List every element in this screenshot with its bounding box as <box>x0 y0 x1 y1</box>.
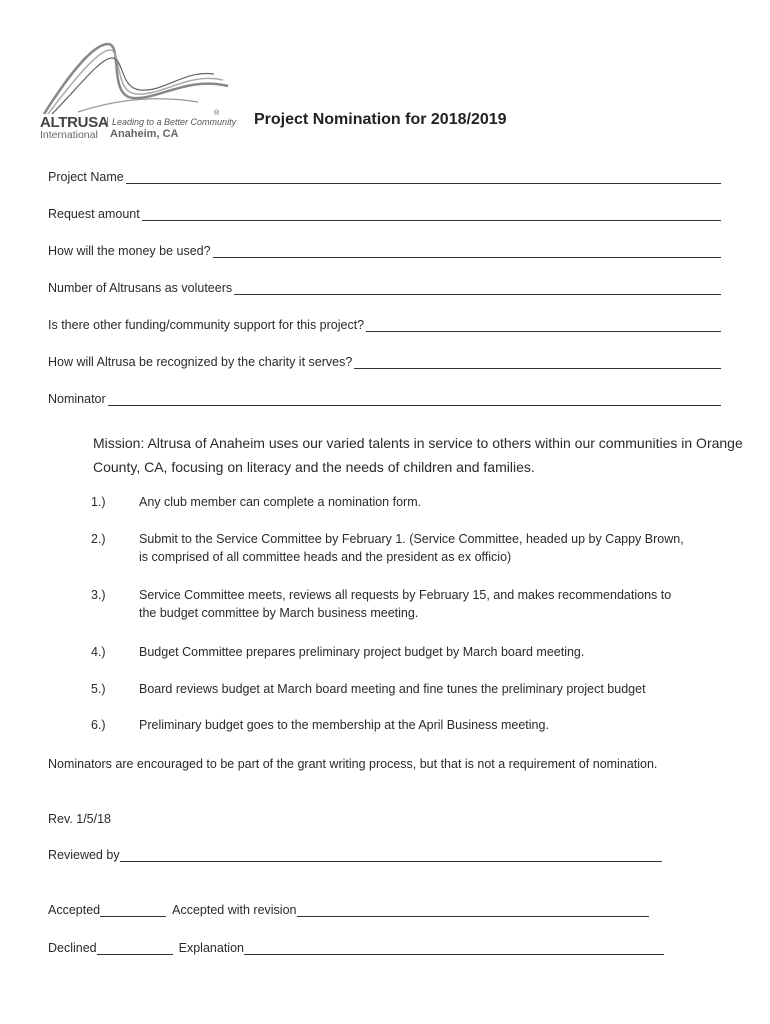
field-label: Reviewed by <box>48 848 120 862</box>
field-label: Accepted <box>48 903 101 917</box>
fill-in-line[interactable] <box>97 941 173 955</box>
declined-row[interactable] <box>48 941 664 955</box>
step-text: Any club member can complete a nomination form. <box>139 495 422 509</box>
field-label: Project Name <box>48 170 124 184</box>
logo-tagline: Leading to a Better Community <box>107 117 236 127</box>
step-number: 2.) <box>91 532 106 546</box>
list-item <box>91 586 691 622</box>
fill-in-line[interactable] <box>142 207 721 221</box>
fill-in-line[interactable] <box>297 903 649 917</box>
field-label: Number of Altrusans as voluteers <box>48 281 233 295</box>
volunteers-field[interactable] <box>48 281 721 295</box>
field-label: Accepted with revision <box>172 903 297 917</box>
field-label: Declined <box>48 941 97 955</box>
fill-in-line[interactable] <box>234 281 721 295</box>
fill-in-line[interactable] <box>108 392 721 406</box>
nominator-note: Nominators are encouraged to be part of the grant writing process, but that is not a requirement of nomination. <box>48 757 658 771</box>
field-label: Nominator <box>48 392 106 406</box>
list-item <box>91 716 691 734</box>
fill-in-line[interactable] <box>354 355 721 369</box>
field-label: How will Altrusa be recognized by the charity it serves? <box>48 355 353 369</box>
fill-in-line[interactable] <box>213 244 721 258</box>
step-text: Board reviews budget at March board meeting and fine tunes the preliminary project budget <box>139 682 646 696</box>
request-amount-field[interactable] <box>48 207 721 221</box>
nominator-field[interactable] <box>48 392 721 406</box>
step-number: 4.) <box>91 645 106 659</box>
logo-brand: ALTRUSA <box>40 114 109 131</box>
list-item <box>91 493 691 511</box>
altrusa-logo <box>38 36 248 146</box>
list-item <box>91 530 691 566</box>
list-item <box>91 680 691 698</box>
step-text: Preliminary budget goes to the membership at the April Business meeting. <box>139 718 549 732</box>
field-label: How will the money be used? <box>48 244 211 258</box>
step-number: 3.) <box>91 588 106 602</box>
other-funding-field[interactable] <box>48 318 721 332</box>
step-text: Budget Committee prepares preliminary project budget by March board meeting. <box>139 645 585 659</box>
field-label: Explanation <box>178 941 244 955</box>
money-use-field[interactable] <box>48 244 721 258</box>
project-name-field[interactable] <box>48 170 721 184</box>
logo-registered-mark: ® <box>214 110 220 117</box>
step-number: 1.) <box>91 495 106 509</box>
recognition-field[interactable] <box>48 355 721 369</box>
fill-in-line[interactable] <box>100 903 166 917</box>
accepted-row[interactable] <box>48 903 649 917</box>
field-label: Request amount <box>48 207 140 221</box>
logo-city: Anaheim, CA <box>110 128 179 140</box>
reviewed-by-field[interactable] <box>48 848 662 862</box>
revision-label: Rev. 1/5/18 <box>48 812 112 826</box>
step-number: 5.) <box>91 682 106 696</box>
page-title: Project Nomination for 2018/2019 <box>254 111 507 128</box>
fill-in-line[interactable] <box>126 170 721 184</box>
logo-international: International <box>40 129 98 141</box>
step-number: 6.) <box>91 718 106 732</box>
mission-statement: Mission: Altrusa of Anaheim uses our varied talents in service to others within our communities in Orange County, CA, focusing on literacy and the needs of children and families. <box>93 435 743 475</box>
field-label: Is there other funding/community support for this project? <box>48 318 365 332</box>
fill-in-line[interactable] <box>366 318 721 332</box>
list-item <box>91 643 691 661</box>
fill-in-line[interactable] <box>244 941 664 955</box>
step-text: Service Committee meets, reviews all requests by February 15, and makes recommendations to the budget committee by March business meeting. <box>139 588 672 620</box>
fill-in-line[interactable] <box>120 848 662 862</box>
step-text: Submit to the Service Committee by February 1. (Service Committee, headed up by Cappy Brown, is comprised of all committee heads and the president as ex officio) <box>139 532 684 564</box>
